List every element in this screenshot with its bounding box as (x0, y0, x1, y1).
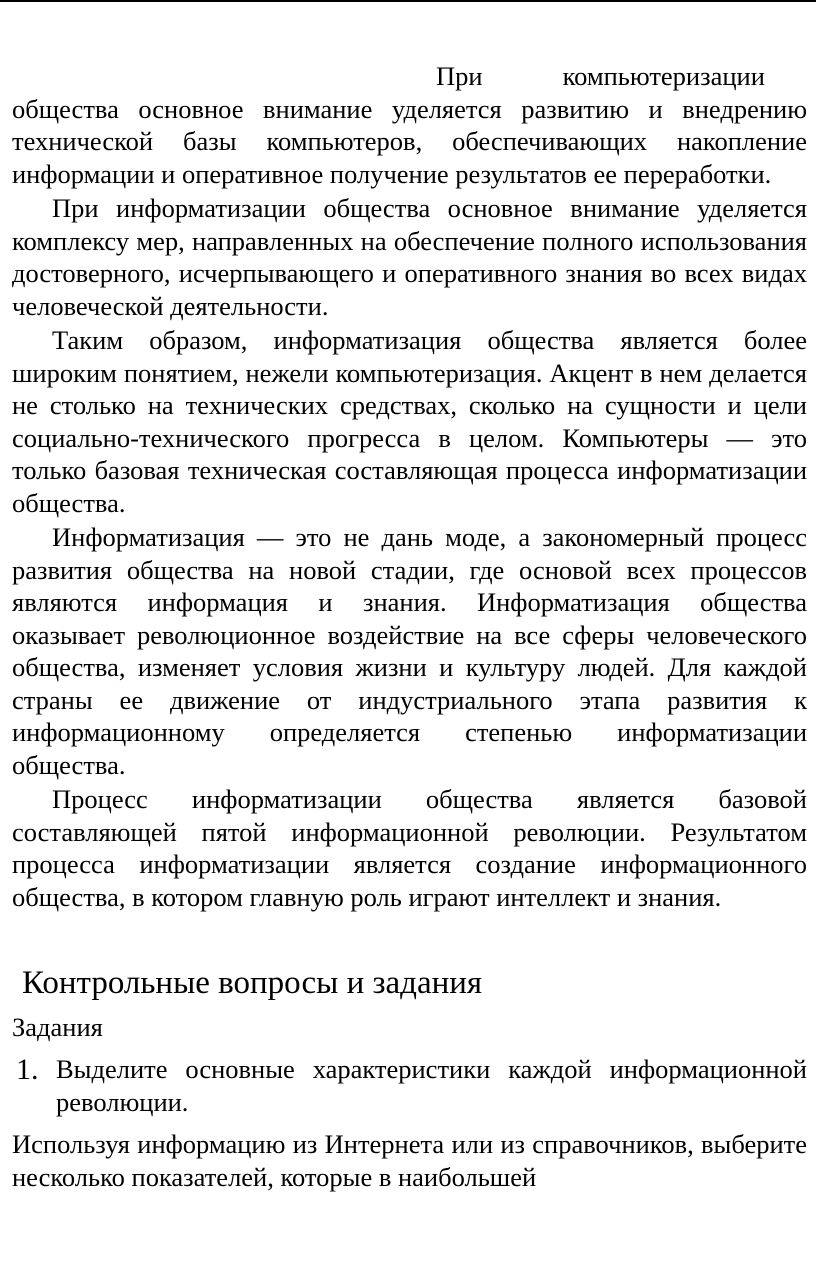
paragraph-fifth-revolution: Процесс информатизации общества является базовой составляющей пятой информационной революции. Результатом процесса информатизации является создание информационного общества, в котором главную роль играют интеллект и знания. (12, 784, 807, 912)
paragraph-informatization: При информатизации общества основное внимание уделяется комплексу мер, направленных на обеспечение полного использования достоверного, исчерпывающего и оперативного знания во всех видах человеческой деятельности. (12, 193, 807, 321)
task-item (12, 1053, 807, 1118)
task-text: Выделите основные характеристики каждой информационной революции. (56, 1054, 807, 1117)
task-number: 1. (16, 1053, 39, 1086)
document-page (12, 60, 807, 1193)
paragraph-computerization (12, 60, 807, 190)
paragraph-conclusion: Таким образом, информатизация общества является более широким понятием, нежели компьютеризация. Акцент в нем делается не столько на технических средствах, сколько на сущности и цели социально-технического прогресса в целом. Компьютеры — это только базовая техническая составляющая процесса информатизации общества. (12, 325, 807, 518)
paragraph-informatization-process: Информатизация — это не дань моде, а закономерный процесс развития общества на новой стадии, где основой всех процессов являются информация и знания. Информатизация общества оказывает революционное воздействие на все сферы человеческого общества, изменяет условия жизни и культуру людей. Для каждой страны ее движение от индустриального этапа развития к информационному определяется степенью информатизации общества. (12, 522, 807, 780)
top-border-line (0, 0, 816, 2)
section-title: Контрольные вопросы и задания (22, 965, 483, 1001)
closing-paragraph: Используя информацию из Интернета или из справочников, выберите несколько показателей, которые в наибольшей (12, 1129, 807, 1192)
paragraph-lead-word: При (436, 61, 483, 91)
paragraph-computerization-text: компьютеризации общества основное внимание уделяется развитию и внедрению технической базы компьютеров, обеспечивающих накопление информации и оперативное получение результатов ее переработки. (12, 61, 807, 189)
subsection-title: Задания (12, 1012, 103, 1042)
